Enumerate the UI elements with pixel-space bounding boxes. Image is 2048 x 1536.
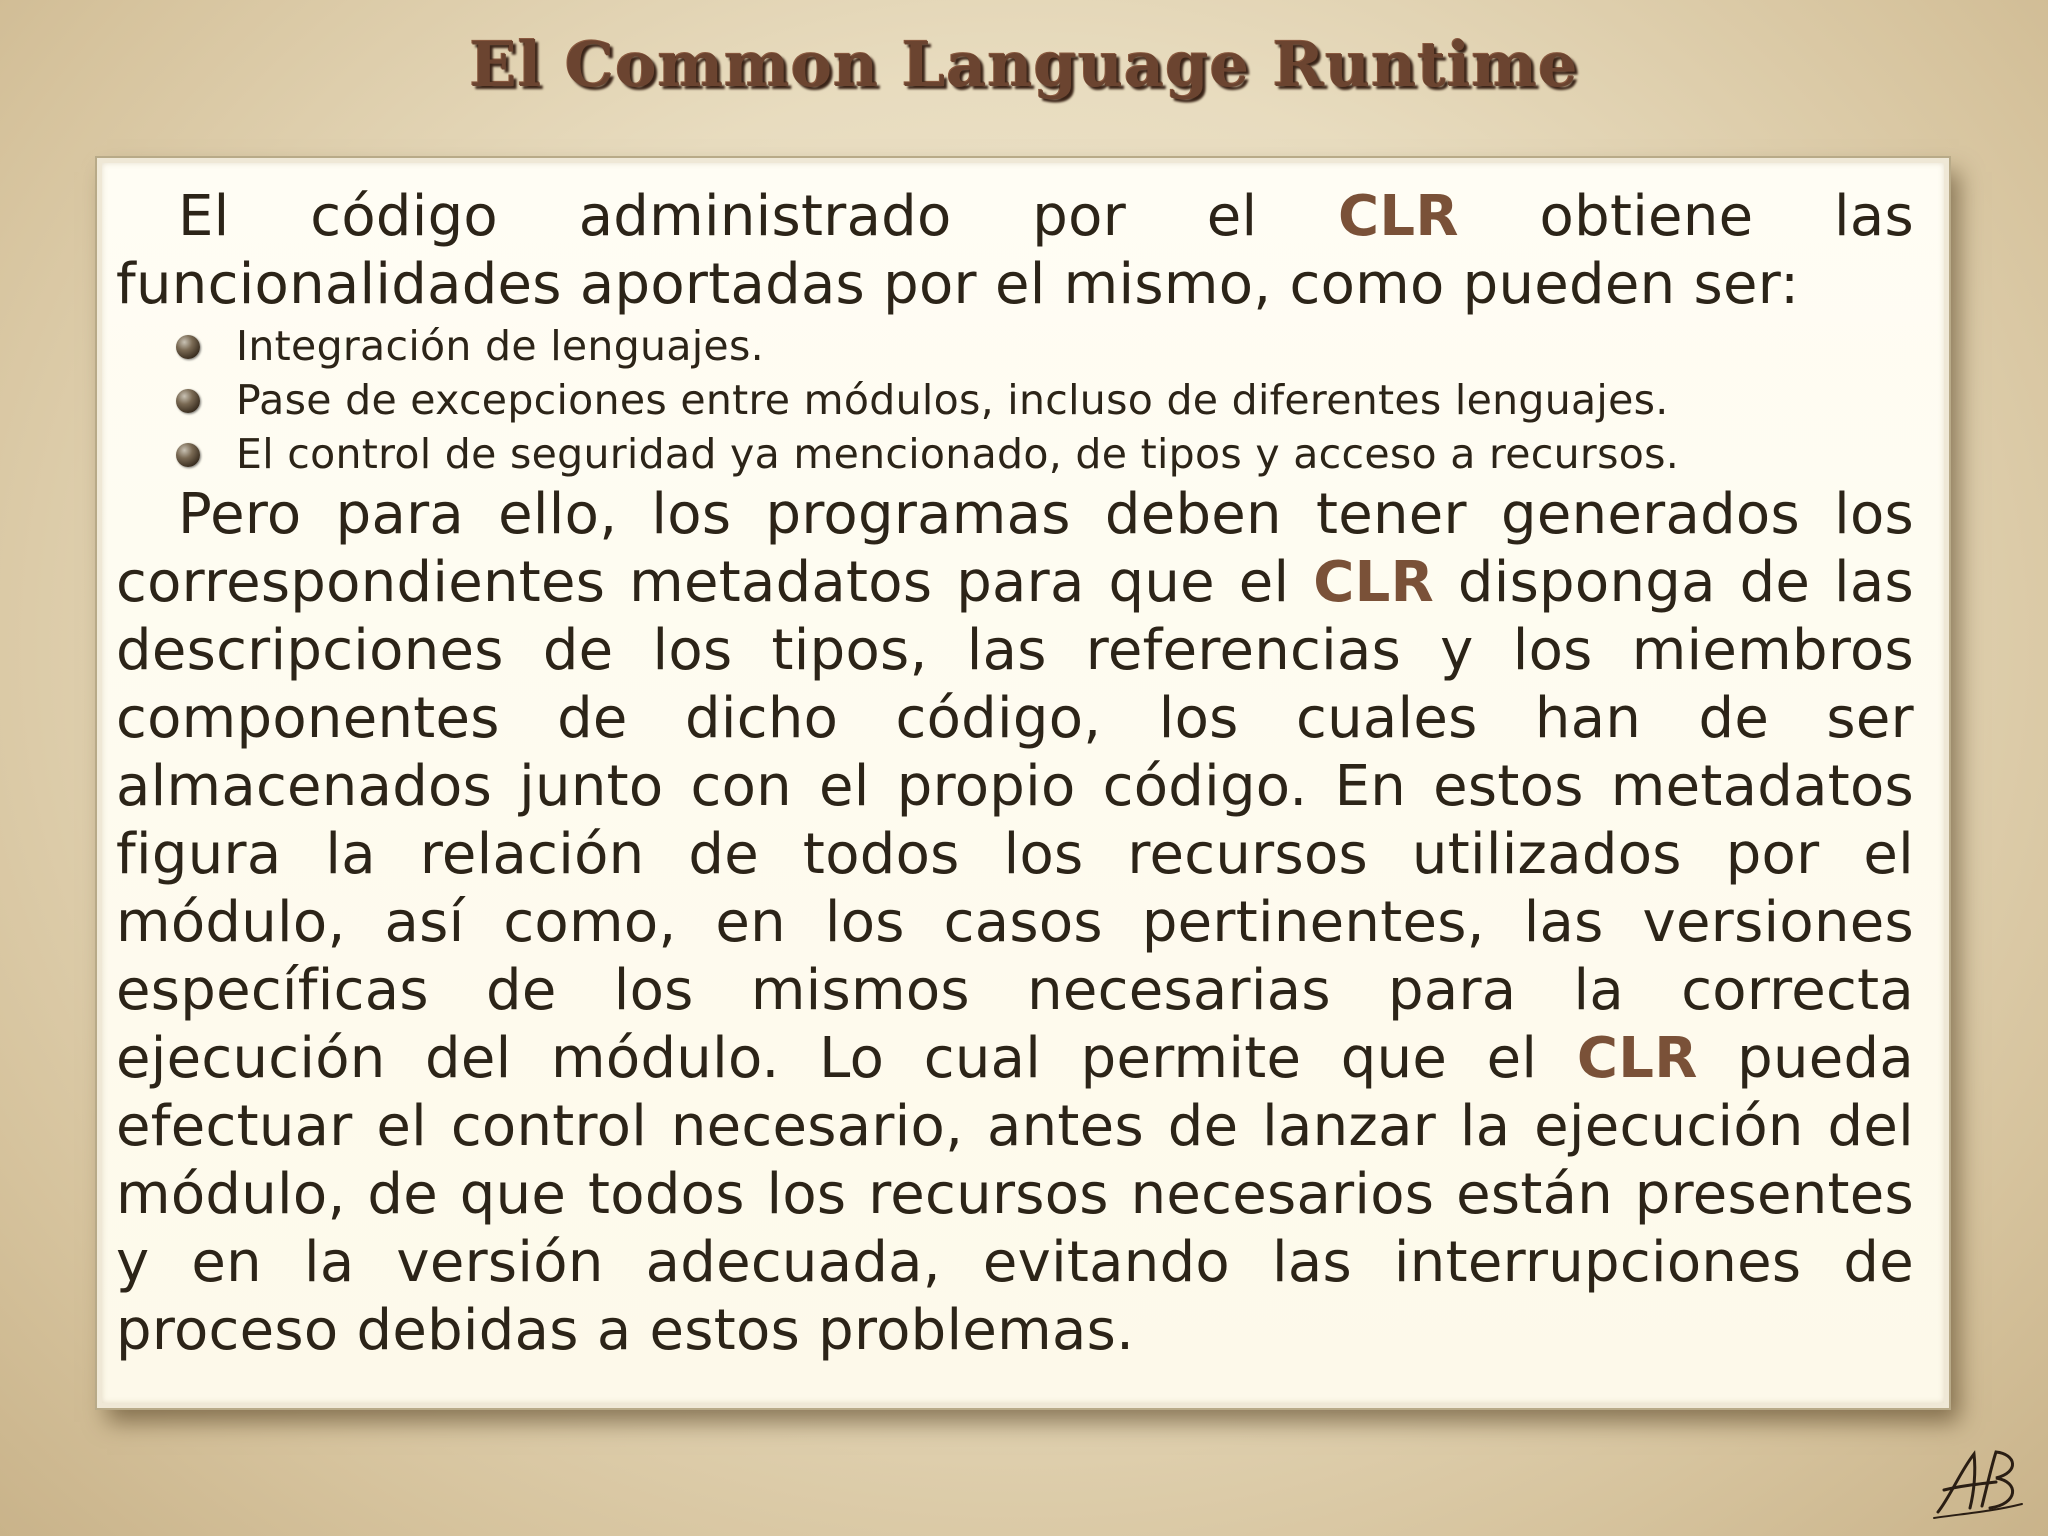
list-item (176, 373, 1914, 427)
intro-paragraph (116, 183, 1914, 319)
intro-text-start: El código administrado por el (178, 184, 1339, 249)
clr-highlight: CLR (1338, 184, 1459, 249)
feature-list (116, 319, 1914, 481)
list-item (176, 319, 1914, 373)
list-item-text: El control de seguridad ya mencionado, de tipos y acceso a recursos. (236, 430, 1680, 478)
content-box (97, 158, 1949, 1408)
clr-highlight: CLR (1576, 1026, 1698, 1091)
slide-title: El Common Language Runtime (469, 28, 1579, 101)
list-item (176, 427, 1914, 481)
sphere-bullet-icon (176, 389, 200, 413)
list-item-text: Integración de lenguajes. (236, 322, 764, 370)
sphere-bullet-icon (176, 443, 200, 467)
body-text-2: disponga de las descripciones de los tipos, las referencias y los miembros componentes de dicho código, los cuales han de ser almacenados junto con el propio código. En estos metadatos figura la relación de todos los recursos utilizados por el módulo, así como, en los casos pertinentes, las versiones específicas de los mismos necesarias para la correcta ejecución del módulo. Lo cual permite que el (116, 550, 1914, 1091)
list-item-text: Pase de excepciones entre módulos, incluso de diferentes lenguajes. (236, 376, 1669, 424)
body-text-3: pueda efectuar el control necesario, antes de lanzar la ejecución del módulo, de que todos los recursos necesarios están presentes y en la versión adecuada, evitando las interrupciones de proceso debidas a estos problemas. (116, 1026, 1914, 1363)
body-paragraph (116, 481, 1914, 1365)
body-text-1: Pero para ello, los programas deben tener generados los correspondientes metadatos para que el (116, 482, 1914, 615)
intro-text-end: obtiene las funcionalidades aportadas por el mismo, como pueden ser: (116, 184, 1915, 317)
clr-highlight: CLR (1313, 550, 1435, 615)
signature-logo (1930, 1442, 2026, 1522)
sphere-bullet-icon (176, 335, 200, 359)
